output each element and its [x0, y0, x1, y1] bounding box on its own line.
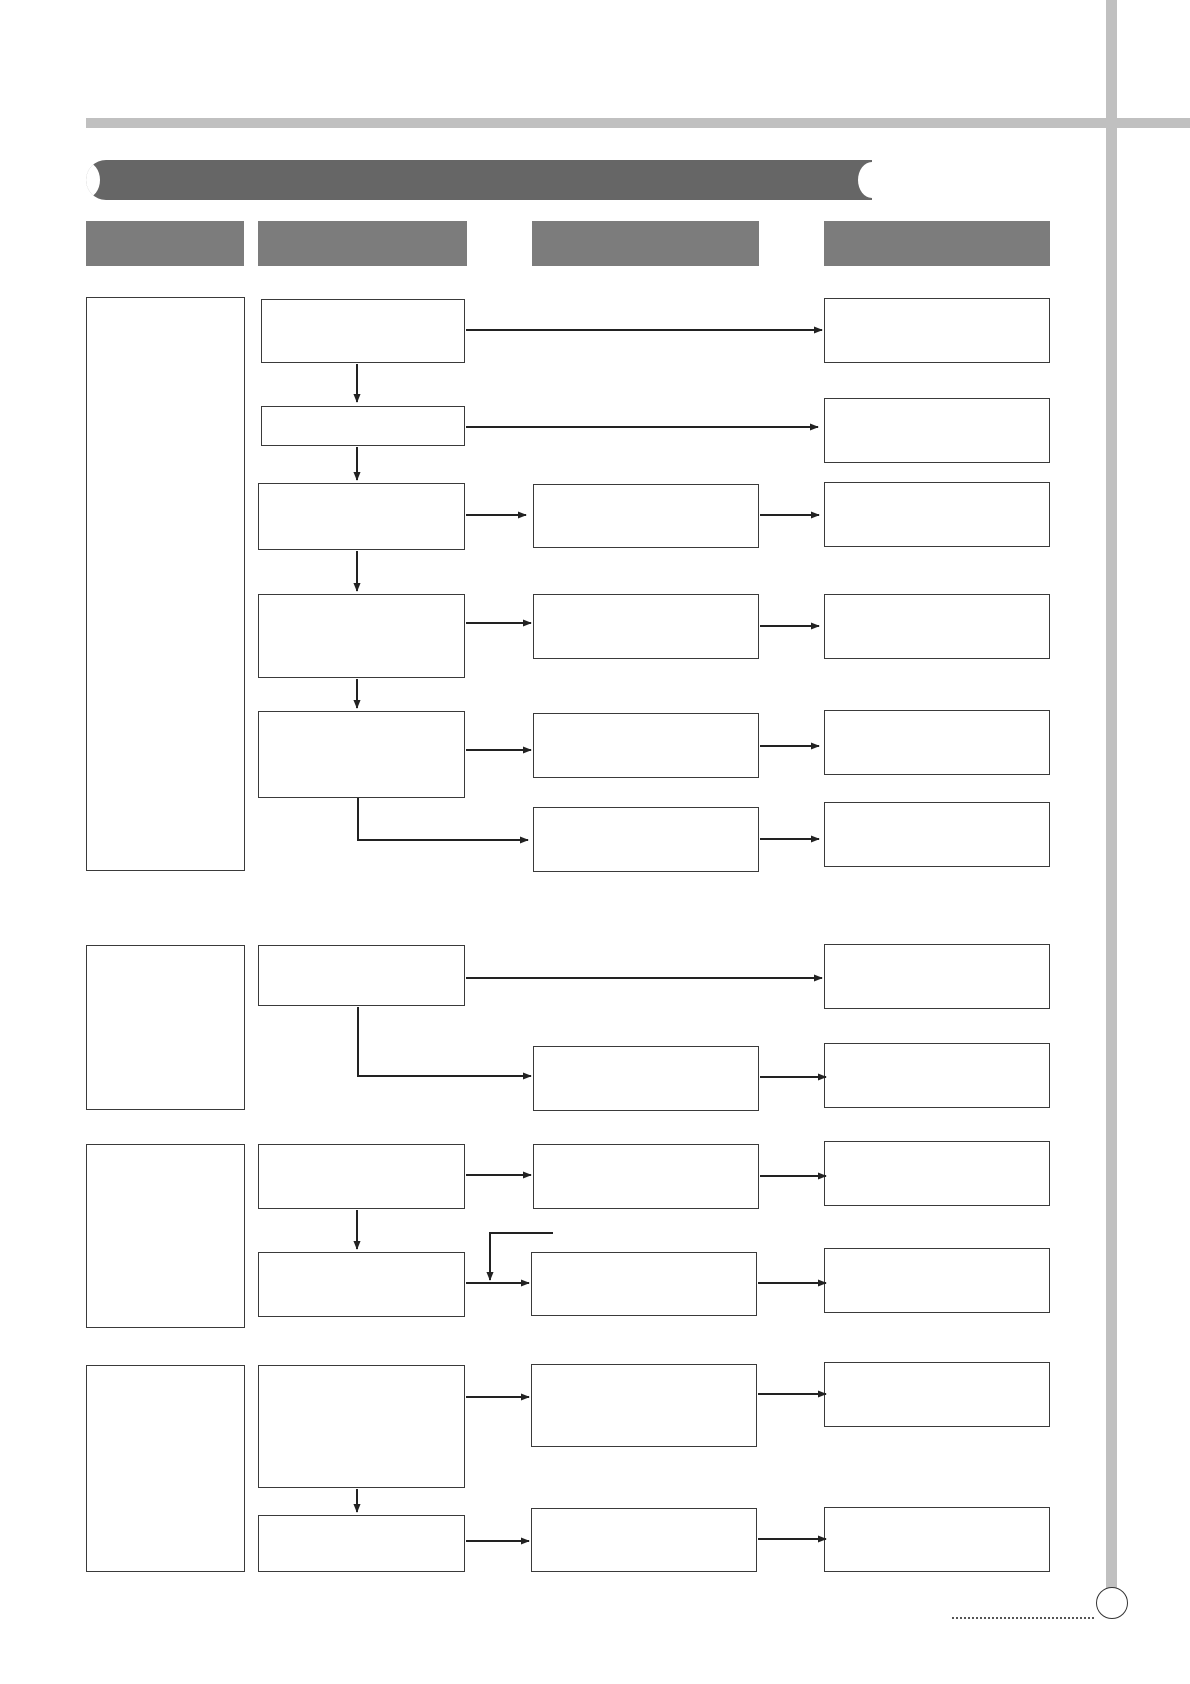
arrow	[358, 798, 528, 840]
page-number	[1096, 1587, 1128, 1619]
arrow	[358, 1007, 531, 1076]
arrow	[490, 1233, 553, 1280]
page-number-leader	[952, 1617, 1094, 1619]
